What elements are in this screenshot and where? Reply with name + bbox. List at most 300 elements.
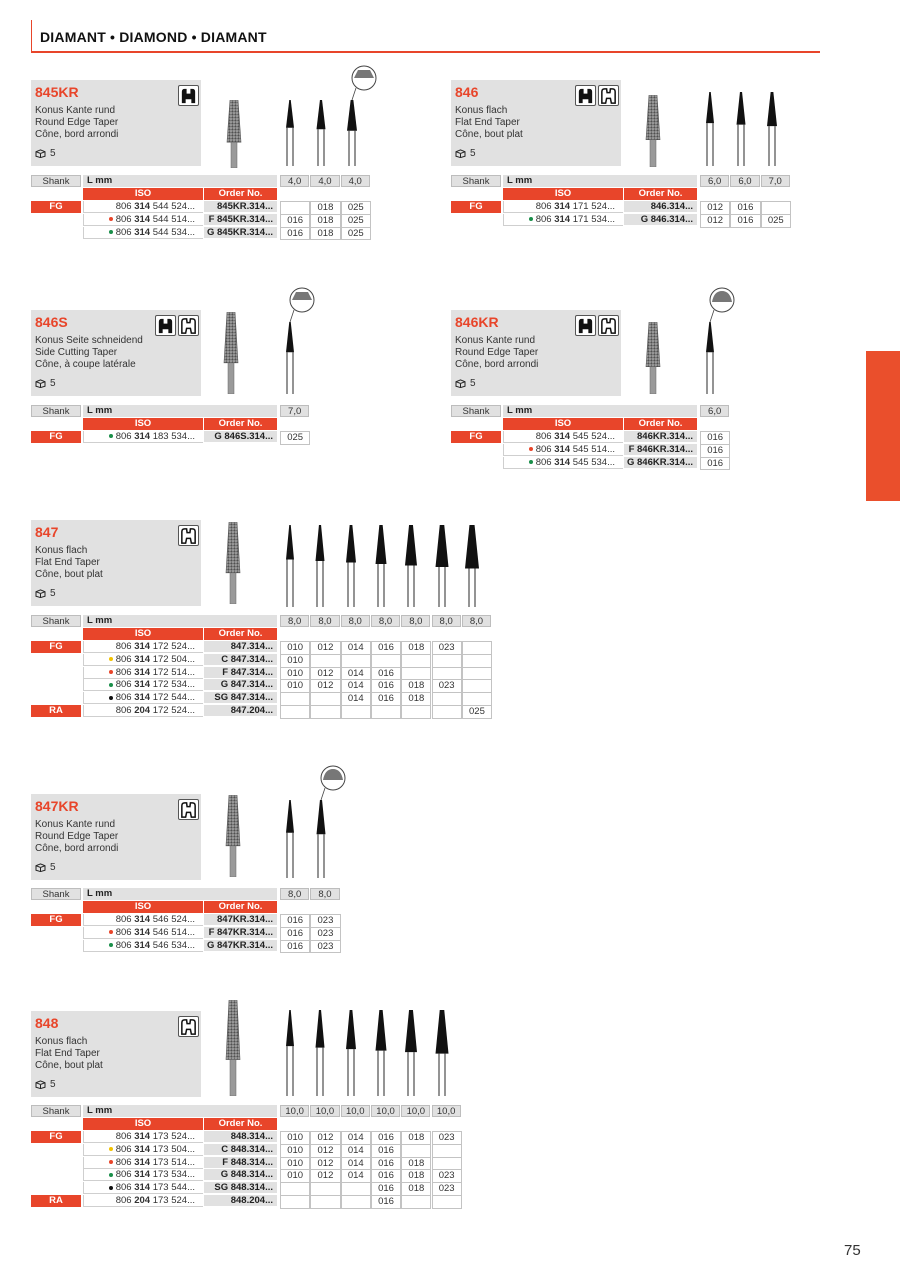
- size-value: [462, 667, 492, 681]
- iso-number: [83, 1182, 203, 1194]
- size-value: 014: [341, 1157, 371, 1171]
- size-value: [462, 692, 492, 706]
- product-description: Cône, bout plat: [455, 129, 523, 140]
- order-number: G 847KR.314...: [204, 940, 277, 952]
- iso-shank-code: 314: [554, 201, 571, 212]
- bur-drawing: [342, 525, 360, 607]
- length-header: L mm: [83, 1105, 277, 1117]
- size-value: [310, 1182, 340, 1196]
- pack-count: 5: [50, 148, 56, 159]
- order-number: 848.204...: [204, 1195, 277, 1207]
- pack-count: 5: [470, 378, 476, 389]
- shank-type: RA: [31, 705, 81, 717]
- iso-number: [83, 431, 203, 443]
- iso-prefix: 806: [115, 1169, 135, 1181]
- size-value: 016: [700, 457, 730, 471]
- length-value: 8,0: [462, 615, 491, 627]
- iso-prefix: 806: [115, 201, 135, 212]
- iso-number: [503, 201, 623, 213]
- iso-suffix: 546 534...: [150, 939, 195, 951]
- size-value: [280, 692, 310, 706]
- length-value: 7,0: [761, 175, 790, 187]
- order-number: G 846S.314...: [204, 431, 277, 443]
- length-header: L mm: [83, 175, 277, 187]
- chapter-tab: [866, 351, 900, 501]
- iso-suffix: 546 524...: [150, 914, 195, 925]
- order-header: Order No.: [204, 628, 277, 640]
- iso-shank-code: 314: [134, 641, 151, 652]
- pack-count: 5: [50, 862, 56, 873]
- order-number: F 848.314...: [204, 1157, 277, 1169]
- iso-prefix: 806: [115, 914, 135, 925]
- size-value: [432, 1157, 462, 1171]
- order-number: F 847KR.314...: [204, 927, 277, 939]
- iso-shank-code: 314: [134, 1143, 151, 1155]
- bur-drawing: [343, 100, 361, 166]
- pack-count: 5: [50, 588, 56, 599]
- length-value: 4,0: [341, 175, 370, 187]
- size-value: 025: [341, 201, 371, 215]
- tip-detail-icon: [706, 286, 738, 326]
- length-value: 10,0: [432, 1105, 461, 1117]
- iso-shank-code: 204: [134, 1195, 151, 1206]
- length-value: 4,0: [280, 175, 309, 187]
- shank-type: FG: [31, 641, 81, 653]
- order-header: Order No.: [204, 188, 277, 200]
- shank-type: FG: [31, 1131, 81, 1143]
- product-description: Konus Kante rund: [455, 335, 536, 346]
- order-number: G 847.314...: [204, 679, 277, 691]
- size-value: 025: [341, 214, 371, 228]
- ring-black-icon: [109, 696, 113, 700]
- product-description: Cône, bord arrondi: [35, 843, 119, 854]
- iso-prefix: 806: [115, 1143, 135, 1155]
- ring-green-icon: [529, 217, 533, 221]
- iso-prefix: 806: [115, 692, 135, 704]
- size-value: 014: [341, 1131, 371, 1145]
- size-value: 016: [371, 1169, 401, 1183]
- tip-detail-icon: [317, 764, 349, 804]
- pack-quantity: [35, 1079, 56, 1090]
- iso-number: [83, 227, 203, 239]
- tip-detail-icon: [348, 64, 380, 104]
- iso-shank-code: 314: [134, 666, 151, 678]
- length-value: 10,0: [280, 1105, 309, 1117]
- length-value: 7,0: [280, 405, 309, 417]
- length-value: 10,0: [401, 1105, 430, 1117]
- iso-shank-code: 314: [134, 201, 151, 212]
- size-value: [401, 1195, 431, 1209]
- product-info-box: [31, 80, 201, 166]
- page-number: 75: [844, 1242, 861, 1259]
- product-description: Flat End Taper: [35, 557, 100, 568]
- ring-green-icon: [109, 1173, 113, 1177]
- page-header: [31, 20, 820, 53]
- length-header: L mm: [83, 888, 277, 900]
- product-info-box: [31, 520, 201, 606]
- order-number: G 846.314...: [624, 214, 697, 226]
- order-header: Order No.: [204, 901, 277, 913]
- size-value: [432, 654, 462, 668]
- bur-photo: [640, 95, 666, 167]
- bur-drawing: [701, 92, 719, 166]
- size-value: 012: [310, 1157, 340, 1171]
- length-value: 8,0: [310, 888, 339, 900]
- length-header: L mm: [503, 175, 697, 187]
- size-value: 018: [401, 1157, 431, 1171]
- order-number: C 848.314...: [204, 1144, 277, 1156]
- crown-outline-icon: [598, 315, 619, 336]
- iso-number: [83, 1131, 203, 1143]
- size-value: 012: [310, 679, 340, 693]
- iso-prefix: 806: [115, 641, 135, 652]
- size-value: 016: [280, 914, 310, 928]
- ring-red-icon: [109, 930, 113, 934]
- size-value: 012: [310, 1144, 340, 1158]
- length-value: 10,0: [310, 1105, 339, 1117]
- bur-drawing: [281, 1010, 299, 1096]
- product-code: 846KR: [455, 314, 499, 330]
- iso-number: [83, 679, 203, 691]
- size-value: 012: [700, 214, 730, 228]
- length-value: 10,0: [341, 1105, 370, 1117]
- pack-count: 5: [470, 148, 476, 159]
- size-value: 023: [310, 914, 340, 928]
- size-value: 018: [401, 1169, 431, 1183]
- product-description: Cône, bord arrondi: [35, 129, 119, 140]
- iso-shank-code: 314: [134, 653, 151, 665]
- product-description: Flat End Taper: [35, 1048, 100, 1059]
- iso-suffix: 183 534...: [150, 431, 195, 442]
- size-value: 023: [432, 1131, 462, 1145]
- iso-shank-code: 314: [134, 1131, 151, 1142]
- length-value: 8,0: [280, 888, 309, 900]
- size-value: 016: [371, 667, 401, 681]
- iso-suffix: 544 514...: [150, 213, 195, 225]
- order-number: G 845KR.314...: [204, 227, 277, 239]
- size-value: 016: [371, 1195, 401, 1209]
- page-title: DIAMANT • DIAMOND • DIAMANT: [40, 29, 267, 45]
- bur-drawing: [433, 1010, 451, 1096]
- length-value: 8,0: [310, 615, 339, 627]
- size-value: [432, 1144, 462, 1158]
- length-header: L mm: [83, 405, 277, 417]
- package-icon: [35, 1080, 46, 1089]
- product-code: 846: [455, 84, 479, 100]
- order-number: SG 847.314...: [204, 692, 277, 704]
- iso-prefix: 806: [535, 213, 555, 225]
- iso-header: ISO: [503, 418, 623, 430]
- iso-suffix: 172 534...: [150, 679, 195, 691]
- size-value: [310, 705, 340, 719]
- length-value: 4,0: [310, 175, 339, 187]
- bur-drawing: [281, 800, 299, 878]
- iso-prefix: 806: [115, 705, 135, 716]
- product-code: 845KR: [35, 84, 79, 100]
- size-value: [280, 201, 310, 215]
- product-description: Konus Kante rund: [35, 105, 116, 116]
- order-number: G 848.314...: [204, 1169, 277, 1181]
- size-value: [341, 1182, 371, 1196]
- bur-drawing: [701, 322, 719, 394]
- iso-shank-code: 314: [134, 226, 151, 238]
- size-value: 014: [341, 679, 371, 693]
- crown-outline-icon: [178, 315, 199, 336]
- size-value: 016: [730, 201, 760, 215]
- iso-suffix: 545 524...: [570, 431, 615, 442]
- iso-prefix: 806: [115, 1131, 135, 1142]
- crown-icon: [178, 85, 199, 106]
- bur-drawing: [311, 1010, 329, 1096]
- shank-header: Shank: [31, 1105, 81, 1117]
- size-value: [280, 1195, 310, 1209]
- iso-number: [503, 444, 623, 456]
- iso-shank-code: 314: [134, 1156, 151, 1168]
- size-value: 010: [280, 1169, 310, 1183]
- iso-prefix: 806: [535, 456, 555, 468]
- bur-photo: [220, 522, 246, 604]
- shank-type: FG: [31, 201, 81, 213]
- order-header: Order No.: [624, 418, 697, 430]
- product-description: Cône, à coupe latérale: [35, 359, 136, 370]
- size-value: 016: [730, 214, 760, 228]
- size-value: [401, 705, 431, 719]
- iso-prefix: 806: [115, 1182, 135, 1194]
- iso-number: [83, 940, 203, 952]
- iso-suffix: 173 534...: [150, 1169, 195, 1181]
- shank-header: Shank: [31, 405, 81, 417]
- order-number: F 846KR.314...: [624, 444, 697, 456]
- iso-suffix: 172 504...: [150, 653, 195, 665]
- iso-header: ISO: [83, 901, 203, 913]
- pack-count: 5: [50, 378, 56, 389]
- ring-red-icon: [109, 217, 113, 221]
- iso-suffix: 173 524...: [150, 1195, 195, 1206]
- shank-header: Shank: [31, 175, 81, 187]
- iso-shank-code: 314: [134, 679, 151, 691]
- size-value: 016: [371, 679, 401, 693]
- bur-photo: [220, 1000, 246, 1096]
- size-value: 016: [280, 214, 310, 228]
- iso-number: [83, 927, 203, 939]
- size-value: 018: [401, 679, 431, 693]
- bur-drawing: [311, 525, 329, 607]
- product-info-box: [31, 794, 201, 880]
- iso-prefix: 806: [535, 443, 555, 455]
- product-description: Side Cutting Taper: [35, 347, 118, 358]
- size-value: 014: [341, 667, 371, 681]
- iso-shank-code: 204: [134, 705, 151, 716]
- product-info-box: [451, 310, 621, 396]
- order-header: Order No.: [204, 1118, 277, 1130]
- iso-number: [83, 214, 203, 226]
- size-value: 023: [432, 641, 462, 655]
- size-value: 023: [432, 1182, 462, 1196]
- shank-header: Shank: [31, 615, 81, 627]
- size-value: 012: [310, 1131, 340, 1145]
- iso-prefix: 806: [115, 653, 135, 665]
- length-value: 6,0: [700, 405, 729, 417]
- iso-suffix: 545 534...: [570, 456, 615, 468]
- size-value: 018: [310, 214, 340, 228]
- shank-type: RA: [31, 1195, 81, 1207]
- crown-outline-icon: [178, 799, 199, 820]
- size-value: 016: [371, 1144, 401, 1158]
- order-number: C 847.314...: [204, 654, 277, 666]
- product-code: 846S: [35, 314, 68, 330]
- iso-shank-code: 314: [554, 213, 571, 225]
- iso-suffix: 173 514...: [150, 1156, 195, 1168]
- size-value: 014: [341, 1169, 371, 1183]
- length-header: L mm: [83, 615, 277, 627]
- iso-header: ISO: [503, 188, 623, 200]
- size-value: [462, 641, 492, 655]
- product-description: Cône, bout plat: [35, 1060, 103, 1071]
- size-value: 010: [280, 1157, 310, 1171]
- product-code: 847KR: [35, 798, 79, 814]
- product-description: Round Edge Taper: [35, 831, 119, 842]
- crown-outline-icon: [598, 85, 619, 106]
- shank-type: FG: [31, 914, 81, 926]
- bur-drawing: [372, 1010, 390, 1096]
- crown-icon: [575, 85, 596, 106]
- iso-suffix: 544 534...: [150, 226, 195, 238]
- size-value: 016: [371, 641, 401, 655]
- product-info-box: [31, 1011, 201, 1097]
- size-value: [401, 654, 431, 668]
- size-value: 010: [280, 654, 310, 668]
- size-value: 018: [401, 1131, 431, 1145]
- iso-shank-code: 314: [554, 456, 571, 468]
- bur-drawing: [281, 322, 299, 394]
- length-value: 8,0: [401, 615, 430, 627]
- size-value: [310, 1195, 340, 1209]
- iso-number: [83, 705, 203, 717]
- size-value: [761, 201, 791, 215]
- iso-header: ISO: [83, 188, 203, 200]
- bur-drawing: [342, 1010, 360, 1096]
- length-header: L mm: [503, 405, 697, 417]
- package-icon: [35, 863, 46, 872]
- bur-drawing: [732, 92, 750, 166]
- size-value: 012: [700, 201, 730, 215]
- order-number: SG 848.314...: [204, 1182, 277, 1194]
- size-value: 023: [432, 1169, 462, 1183]
- size-value: 016: [280, 927, 310, 941]
- iso-suffix: 545 514...: [570, 443, 615, 455]
- shank-type: FG: [451, 431, 501, 443]
- ring-green-icon: [109, 683, 113, 687]
- bur-drawing: [372, 525, 390, 607]
- product-info-box: [451, 80, 621, 166]
- iso-prefix: 806: [115, 1195, 135, 1206]
- order-header: Order No.: [204, 418, 277, 430]
- size-value: 023: [310, 940, 340, 954]
- order-number: 847.204...: [204, 705, 277, 717]
- size-value: [280, 705, 310, 719]
- package-icon: [455, 149, 466, 158]
- iso-number: [83, 1144, 203, 1156]
- size-value: 014: [341, 641, 371, 655]
- ring-red-icon: [109, 1160, 113, 1164]
- size-value: 018: [401, 1182, 431, 1196]
- iso-header: ISO: [83, 1118, 203, 1130]
- size-value: 016: [371, 1182, 401, 1196]
- size-value: 023: [310, 927, 340, 941]
- package-icon: [35, 379, 46, 388]
- iso-header: ISO: [83, 418, 203, 430]
- product-description: Konus flach: [35, 545, 88, 556]
- product-description: Round Edge Taper: [35, 117, 119, 128]
- iso-suffix: 173 524...: [150, 1131, 195, 1142]
- product-description: Cône, bord arrondi: [455, 359, 539, 370]
- size-value: [462, 679, 492, 693]
- size-value: [401, 667, 431, 681]
- iso-suffix: 544 524...: [150, 201, 195, 212]
- size-value: [432, 667, 462, 681]
- iso-shank-code: 314: [134, 939, 151, 951]
- iso-number: [503, 214, 623, 226]
- size-value: 016: [280, 227, 310, 241]
- ring-green-icon: [109, 434, 113, 438]
- bur-photo: [218, 312, 244, 394]
- order-number: 846KR.314...: [624, 431, 697, 443]
- length-value: 8,0: [371, 615, 400, 627]
- iso-shank-code: 314: [134, 914, 151, 925]
- size-value: 014: [341, 692, 371, 706]
- size-value: [432, 1195, 462, 1209]
- iso-number: [83, 1195, 203, 1207]
- product-description: Konus Kante rund: [35, 819, 116, 830]
- ring-yellow-icon: [109, 1147, 113, 1151]
- pack-quantity: [35, 588, 56, 599]
- iso-prefix: 806: [115, 213, 135, 225]
- size-value: [341, 1195, 371, 1209]
- size-value: 016: [371, 692, 401, 706]
- size-value: [371, 705, 401, 719]
- size-value: 016: [700, 444, 730, 458]
- order-number: G 846KR.314...: [624, 457, 697, 469]
- bur-drawing: [312, 800, 330, 878]
- iso-suffix: 173 544...: [150, 1182, 195, 1194]
- iso-suffix: 546 514...: [150, 926, 195, 938]
- tip-detail-icon: [286, 286, 318, 326]
- product-description: Cône, bout plat: [35, 569, 103, 580]
- order-number: 847.314...: [204, 641, 277, 653]
- order-number: F 847.314...: [204, 667, 277, 679]
- iso-prefix: 806: [115, 679, 135, 691]
- iso-suffix: 171 524...: [570, 201, 615, 212]
- iso-number: [83, 1169, 203, 1181]
- size-value: [401, 1144, 431, 1158]
- iso-number: [83, 667, 203, 679]
- crown-outline-icon: [178, 525, 199, 546]
- iso-number: [83, 201, 203, 213]
- size-value: 023: [432, 679, 462, 693]
- size-value: 014: [341, 1144, 371, 1158]
- size-value: 012: [310, 1169, 340, 1183]
- size-value: 016: [371, 1131, 401, 1145]
- size-value: 025: [462, 705, 492, 719]
- size-value: [341, 705, 371, 719]
- ring-black-icon: [109, 1186, 113, 1190]
- pack-quantity: [35, 378, 56, 389]
- bur-drawing: [763, 92, 781, 166]
- pack-quantity: [35, 148, 56, 159]
- iso-prefix: 806: [115, 926, 135, 938]
- bur-drawing: [402, 525, 420, 607]
- ring-red-icon: [109, 670, 113, 674]
